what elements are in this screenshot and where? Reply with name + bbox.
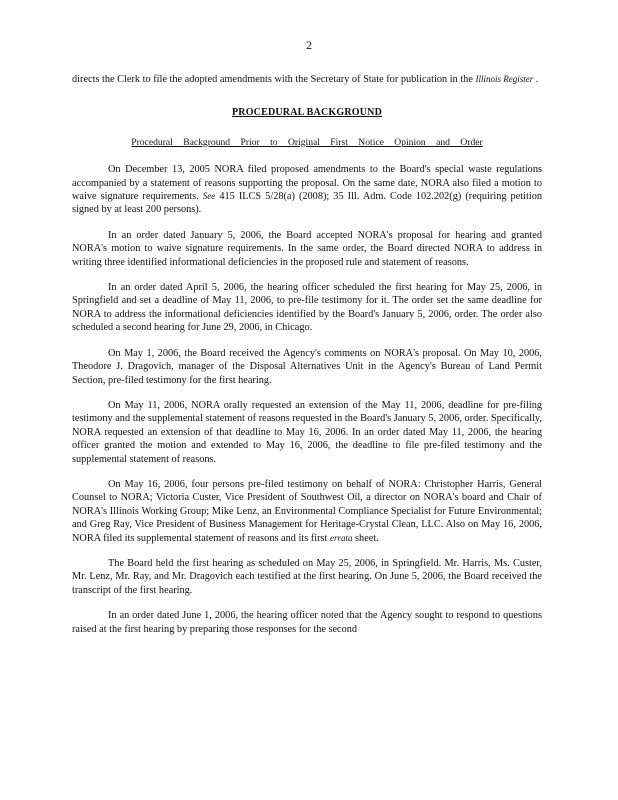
paragraph-1-text: On December 13, 2005 NORA filed proposed amendments to the Board's special waste regulations accompanied by a statement of reasons supporting the proposal. On the same date, NORA also filed a motion to waive signature requirements.: [72, 164, 542, 203]
paragraph-6-errata: errata: [329, 532, 353, 543]
page-number: 2: [306, 38, 312, 52]
paragraph-1-citation-signal: See: [202, 191, 216, 202]
paragraph-4: On May 1, 2006, the Board received the Agency's comments on NORA's proposal. On May 10, 2006, Theodore J. Dragovich, manager of the Disposal Alternatives Unit in the Agency's Bureau of Land Permit Section, pre-filed testimony for the first hearing.: [72, 347, 542, 386]
paragraph-8: In an order dated June 1, 2006, the hearing officer noted that the Agency sought to respond to questions raised at the first hearing by preparing those responses for the second: [72, 610, 542, 635]
section-heading: PROCEDURAL BACKGROUND: [231, 107, 383, 119]
paragraph-5: On May 11, 2006, NORA orally requested an extension of the May 11, 2006, deadline for pre-filing testimony and the supplemental statement of reasons requested in the Board's January 5, 2006, order. Specifically, NORA requested an extension of that deadline to May 16, 2006. In an order dated May 11, 2006, the hearing officer granted the motion and extended to May 16, 2006, the deadline to file pre-filed testimony and the supplemental statement of reasons.: [72, 399, 542, 465]
paragraph-1-citation: 415 ILCS 5/28(a) (2008); 35 Ill. Adm. Code 102.202(g) (requiring petition signed by at least 200 persons).: [72, 191, 543, 216]
paragraph-6: [72, 478, 542, 545]
intro-italic: Illinois Register: [475, 74, 534, 84]
paragraph-7: The Board held the first hearing as scheduled on May 25, 2006, in Springfield. Mr. Harris, Ms. Custer, Mr. Lenz, Mr. Ray, and Mr. Dragovich each testified at the first hearing. On June 5, 2006, the Board received the transcript of the first hearing.: [72, 557, 542, 596]
paragraph-6-text: On May 16, 2006, four persons pre-filed testimony on behalf of NORA: Christopher Harris, General Counsel to NORA; Victoria Custer, Vice President of Southwest Oil, a director on NORA's board and Chair of NORA's Illinois Working Group; Mike Lenz, an Environmental Compliance Specialist for Future Environmental; and Greg Ray, Vice President of Business Management for Heritage-Crystal Clean, LLC. Also on May 16, 2006, NORA filed its supplemental statement of reasons and its first: [72, 478, 542, 544]
intro-text: directs the Clerk to file the adopted amendments with the Secretary of State for publication in the: [72, 74, 473, 85]
paragraph-1: [72, 163, 542, 217]
document-body: [72, 73, 542, 648]
section-subheading: Procedural Background Prior to Original First Notice Opinion and Order: [131, 136, 483, 148]
intro-paragraph: [72, 73, 542, 86]
paragraph-3: In an order dated April 5, 2006, the hearing officer scheduled the first hearing for May 25, 2006, in Springfield and set a deadline of May 11, 2006, to pre-file testimony for it. The order set the same deadline for NORA to address the informational deficiencies identified by the Board's January 5, 2006, order. The order also scheduled a second hearing for June 29, 2006, in Chicago.: [72, 282, 542, 334]
paragraph-2: In an order dated January 5, 2006, the Board accepted NORA's proposal for hearing and granted NORA's motion to waive signature requirements. In the same order, the Board directed NORA to address in writing three identified informational deficiencies in the proposed rule and statement of reasons.: [72, 229, 542, 268]
paragraph-6-end: sheet.: [355, 532, 379, 544]
intro-end: .: [535, 74, 539, 85]
